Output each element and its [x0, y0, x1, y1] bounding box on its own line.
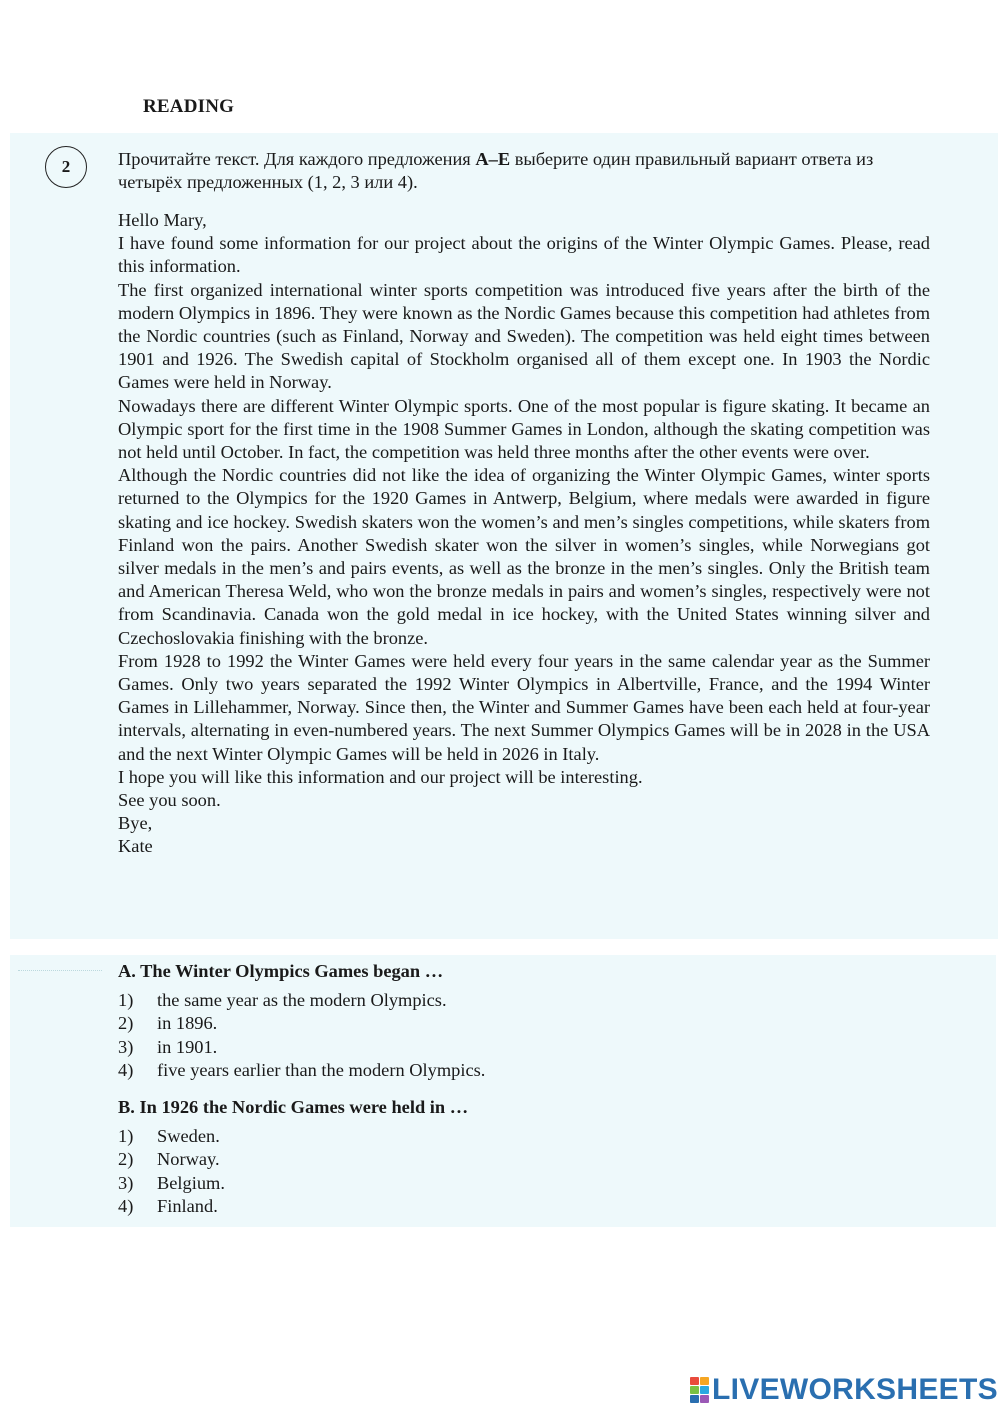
option-number: 4): [118, 1059, 134, 1080]
option-text: the same year as the modern Olympics.: [157, 990, 447, 1011]
letter-text: [118, 209, 930, 859]
instruction-text-end: выберите один правильный вариант ответа из четырёх предложенных (1, 2, 3 или 4).: [118, 149, 874, 193]
logo-text: LIVEWORKSHEETS: [712, 1373, 998, 1406]
instruction-text: Прочитайте текст. Для каждого предложения: [118, 149, 476, 169]
instruction-letters: A–E: [475, 149, 511, 169]
section-title: READING: [143, 96, 235, 117]
task-instruction: [118, 148, 930, 194]
letter-paragraph: From 1928 to 1992 the Winter Games were held every four years in the same calendar year as the Summer Games. Only two years separated the 1992 Winter Olympics in Albertville, France, and the 1994 Winter Games in Lillehammer, Norway. Since then, the Winter and Summer Games have been each held at four-year intervals, alternating in even-numbered years. The next Summer Olympics Games will be in 2028 in the USA and the next Winter Olympic Games will be held in 2026 in Italy.: [118, 650, 930, 764]
option-text: in 1901.: [157, 1036, 218, 1057]
option-number: 2): [118, 1013, 134, 1034]
option-number: 1): [118, 990, 134, 1011]
option-text: five years earlier than the modern Olympics.: [157, 1059, 486, 1080]
mark-tile: [690, 1395, 699, 1403]
letter-paragraph: Nowadays there are different Winter Olympic sports. One of the most popular is figure skating. It became an Olympic sport for the first time in the 1908 Summer Games in London, although the skating competition was not held until October. In fact, the competition was held three months after the other events were over.: [118, 395, 930, 463]
question-a-options: [118, 989, 918, 1082]
answer-option[interactable]: [118, 1012, 918, 1035]
questions-section: [118, 960, 918, 1218]
option-text: Sweden.: [157, 1126, 220, 1147]
mark-tile: [700, 1377, 709, 1385]
option-number: 1): [118, 1126, 134, 1147]
answer-option[interactable]: [118, 1195, 918, 1218]
answer-option[interactable]: [118, 1059, 918, 1082]
option-text: in 1896.: [157, 1013, 218, 1034]
option-number: 3): [118, 1172, 134, 1193]
answer-option[interactable]: [118, 1172, 918, 1195]
letter-signature: Kate: [118, 836, 153, 857]
answer-option[interactable]: [118, 989, 918, 1012]
option-number: 2): [118, 1149, 134, 1170]
letter-closing: See you soon.: [118, 790, 221, 811]
option-number: 4): [118, 1195, 134, 1216]
answer-option[interactable]: [118, 1148, 918, 1171]
dotted-divider: [18, 970, 102, 971]
letter-greeting: Hello Mary,: [118, 210, 207, 230]
option-text: Finland.: [157, 1195, 218, 1216]
question-b-options: [118, 1125, 918, 1218]
answer-option[interactable]: [118, 1125, 918, 1148]
mark-tile: [700, 1395, 709, 1403]
question-a-title: A. The Winter Olympics Games began …: [118, 961, 444, 981]
letter-closing: Bye,: [118, 813, 153, 834]
liveworksheets-mark-icon: [690, 1377, 709, 1403]
option-text: Norway.: [157, 1149, 220, 1170]
mark-tile: [690, 1386, 699, 1394]
letter-paragraph: The first organized international winter sports competition was introduced five years after the birth of the modern Olympics in 1896. They were known as the Nordic Games because this competition had athletes from the Nordic countries (such as Finland, Norway and Sweden). The competition was held eight times between 1901 and 1926. The Swedish capital of Stockholm organised all of them except one. In 1903 the Nordic Games were held in Norway.: [118, 279, 930, 393]
letter-paragraph: Although the Nordic countries did not like the idea of organizing the Winter Olympic Games, winter sports returned to the Olympics for the 1920 Games in Antwerp, Belgium, where medals were awarded in figure skating and ice hockey. Swedish skaters won the women’s and men’s singles competitions, while skaters from Finland won the pairs. Another Swedish skater won the silver in women’s singles, while Norwegians got silver medals in the men’s and pairs events, as well as the bronze in the men’s singles. Only the British team and American Theresa Weld, who won the bronze medals in pairs and women’s singles, respectively were not from Scandinavia. Canada won the gold medal in ice hockey, with the United States winning silver and Czechoslovakia finishing with the bronze.: [118, 465, 930, 648]
mark-tile: [700, 1386, 709, 1394]
question-b-title: B. In 1926 the Nordic Games were held in …: [118, 1097, 469, 1118]
liveworksheets-logo[interactable]: [690, 1373, 998, 1407]
letter-paragraph: I hope you will like this information and our project will be interesting.: [118, 766, 643, 787]
answer-option[interactable]: [118, 1036, 918, 1059]
option-number: 3): [118, 1036, 134, 1057]
mark-tile: [690, 1377, 699, 1385]
letter-paragraph: I have found some information for our project about the origins of the Winter Olympic Games. Please, read this information.: [118, 233, 930, 277]
task-number-badge: 2: [45, 146, 87, 188]
option-text: Belgium.: [157, 1172, 225, 1193]
